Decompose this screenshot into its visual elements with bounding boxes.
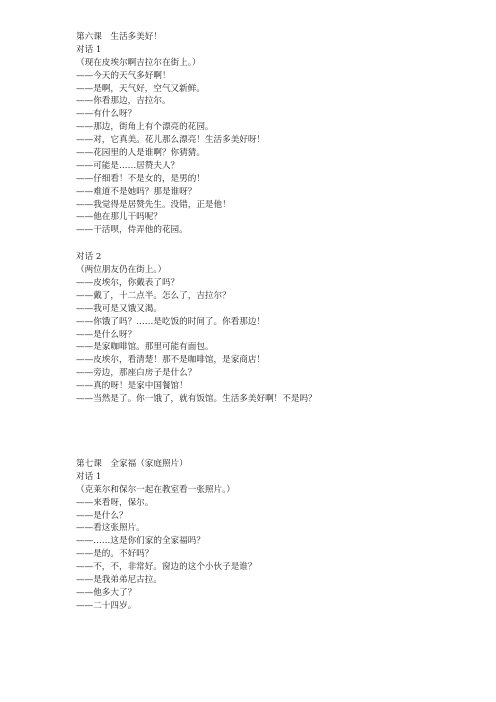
lesson7-title: 第七课 全家福（家庭照片） <box>76 458 188 469</box>
lesson6-dialogue1-body <box>76 57 476 237</box>
document-page <box>76 31 476 613</box>
dialogue-line: ——皮埃尔，看清楚！那不是咖啡馆，是家商店！ <box>76 355 266 366</box>
dialogue-line: （两位朋友仍在街上。） <box>76 265 167 276</box>
dialogue-line: ——可能是……居赞夫人？ <box>76 160 180 171</box>
dialogue-line: ——戴了，十二点半。怎么了，吉拉尔？ <box>76 290 231 301</box>
dialogue-line: ——是什么呀？ <box>76 329 137 340</box>
dialogue-line: （克莱尔和保尔一起在教室看一张照片。） <box>76 484 235 495</box>
dialogue-line: ——花园里的人是谁啊？你猜猜。 <box>76 148 205 159</box>
dialogue-line: ——看这张照片。 <box>76 523 145 534</box>
dialogue-line: ——是啊，天气好，空气又新鲜。 <box>76 83 205 94</box>
dialogue-line: ——仔细看！不是女的，是男的！ <box>76 173 205 184</box>
dialogue-line: ——是什么？ <box>76 510 128 521</box>
dialogue-line: ——是家咖啡馆。那里可能有面包。 <box>76 342 214 353</box>
dialogue-line: ——干活呗，侍弄他的花园。 <box>76 225 188 236</box>
dialogue-line: ——你饿了吗？……是吃饭的时间了。你看那边！ <box>76 316 266 327</box>
dialogue-line: ——当然是了。你一饿了，就有饭馆。生活多美好啊！不是吗？ <box>76 394 317 405</box>
lesson-gap <box>76 406 476 458</box>
dialogue-line: ——我觉得是居赞先生。没错，正是他！ <box>76 199 231 210</box>
dialogue-line: ——他多大了？ <box>76 587 137 598</box>
lesson6-title: 第六课 生活多美好！ <box>76 32 162 42</box>
dialogue-line: ——是我弟弟尼古拉。 <box>76 574 162 585</box>
dialogue-line: ——有什么呀？ <box>76 109 137 120</box>
lesson6-dialogue2-heading: 对话 2 <box>76 252 102 263</box>
dialogue-line: ——来看呀，保尔。 <box>76 497 154 508</box>
dialogue-line: ——对，它真美。花儿那么漂亮！生活多美好呀！ <box>76 135 266 146</box>
dialogue-line: ——你看那边，吉拉尔。 <box>76 96 171 107</box>
lesson6-dialogue2-body <box>76 264 476 406</box>
dialogue-line: ——难道不是她吗？那是谁呀？ <box>76 186 197 197</box>
lesson6-dialogue1-heading: 对话 1 <box>76 44 102 55</box>
dialogue-line: （现在皮埃尔啊吉拉尔在街上。） <box>76 57 201 68</box>
dialogue-line: ——皮埃尔，你戴表了吗？ <box>76 278 180 289</box>
dialogue-line: ——……这是你们家的全家福吗？ <box>76 536 205 547</box>
section-gap <box>76 237 476 251</box>
dialogue-line: ——不，不，非常好。窗边的这个小伙子是谁？ <box>76 562 257 573</box>
dialogue-line: ——是的。不好吗？ <box>76 549 154 560</box>
dialogue-line: ——二十四岁。 <box>76 600 137 611</box>
dialogue-line: ——真的呀！是家中国餐馆！ <box>76 381 188 392</box>
dialogue-line: ——旁边，那座白房子是什么？ <box>76 368 197 379</box>
lesson7-dialogue1-heading: 对话 1 <box>76 471 102 482</box>
lesson7-dialogue1-body <box>76 484 476 613</box>
dialogue-line: ——他在那儿干吗呢？ <box>76 212 162 223</box>
dialogue-line: ——我可是又饿又渴。 <box>76 303 162 314</box>
dialogue-line: ——那边，街角上有个漂亮的花园。 <box>76 122 214 133</box>
dialogue-line: ——今天的天气多好啊！ <box>76 70 171 81</box>
